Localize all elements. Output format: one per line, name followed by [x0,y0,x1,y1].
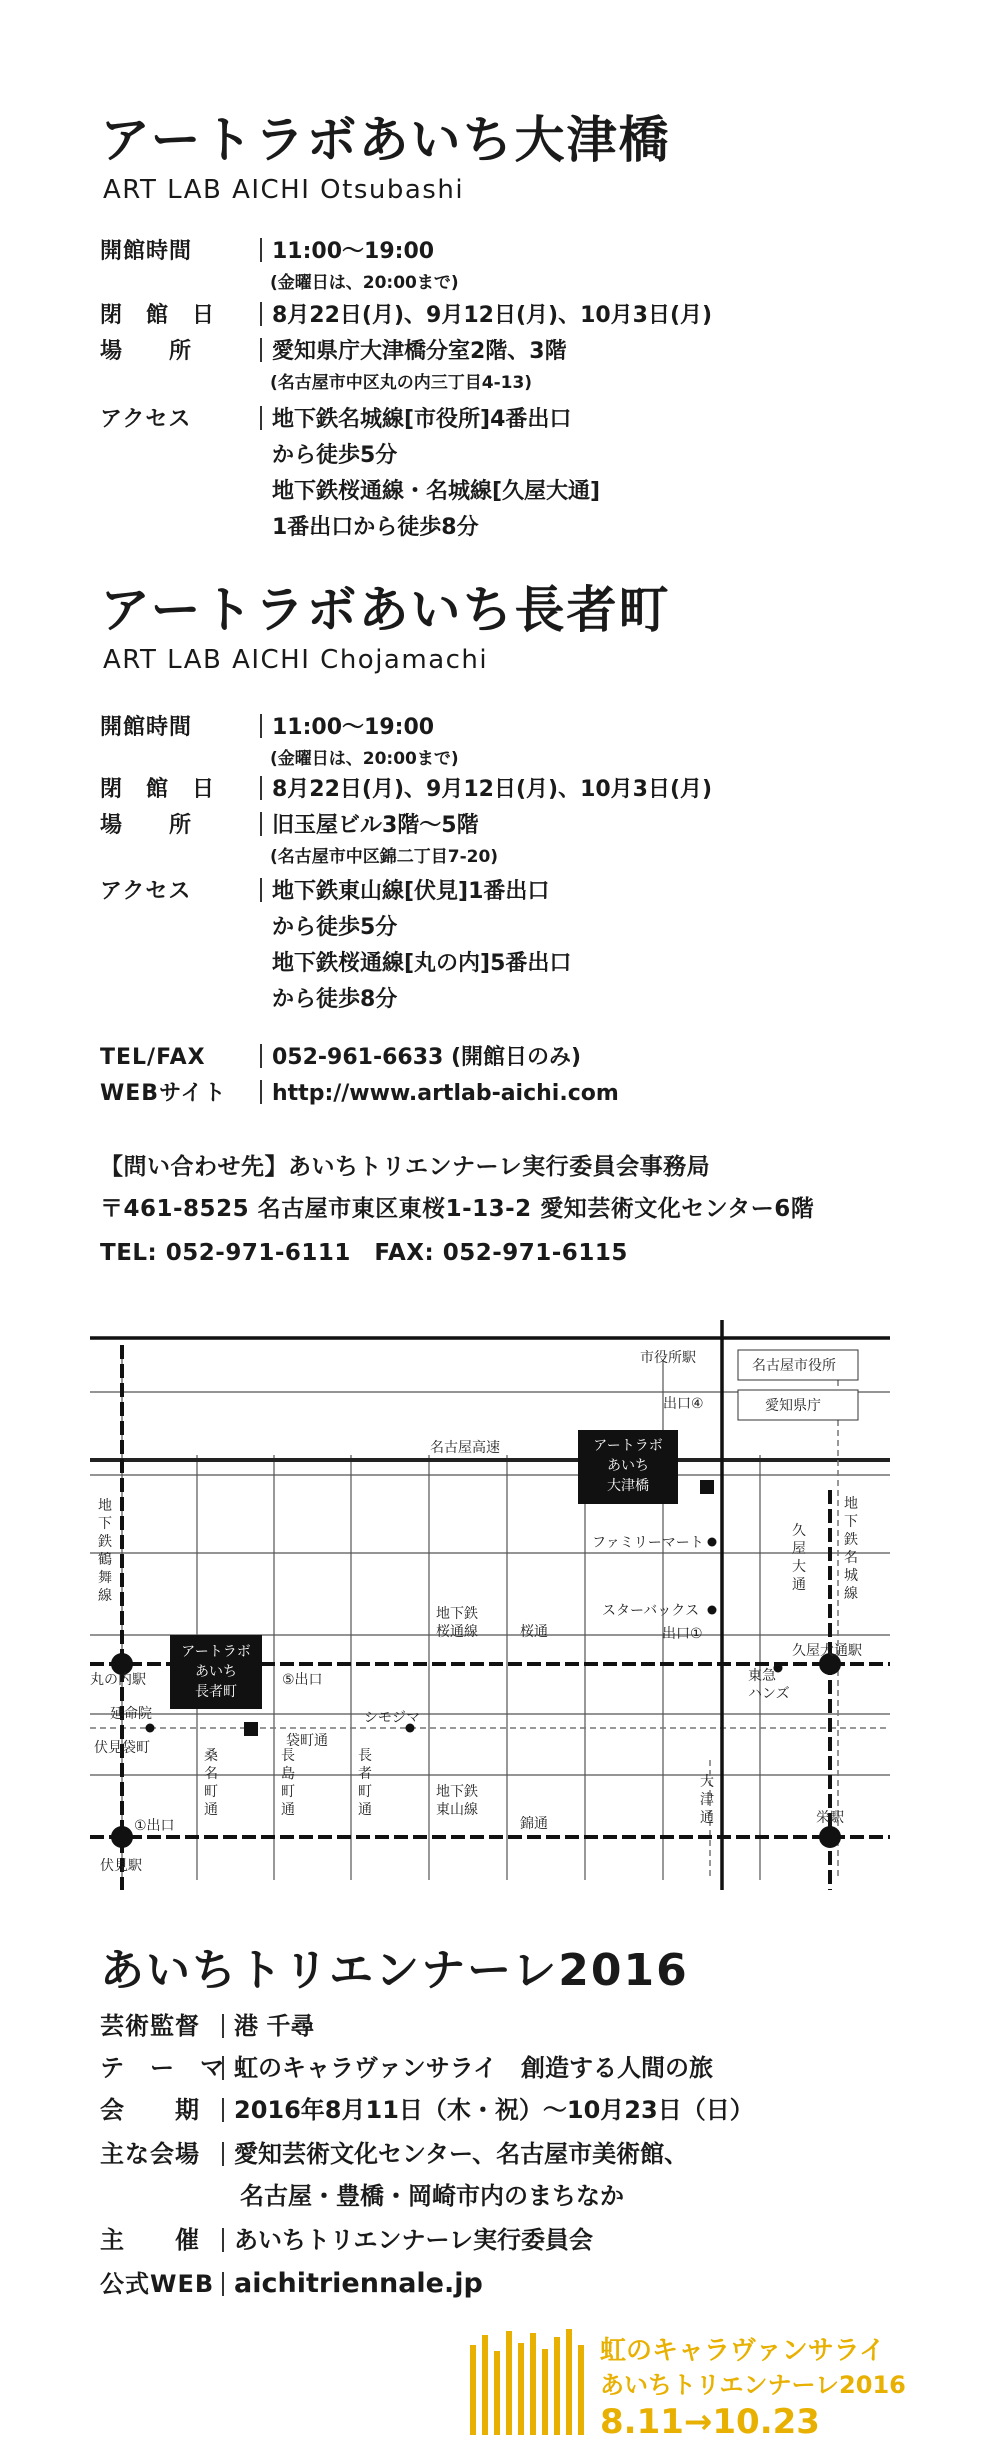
venue2-subtitle: ART LAB AICHI Chojamachi [103,645,489,675]
theme-value: 虹のキャラヴァンサライ 創造する人間の旅 [234,2054,714,2082]
venue2-access-line: から徒歩5分 [272,915,398,940]
period-value: 2016年8月11日（木・祝）〜10月23日（日） [234,2096,754,2124]
otsu-dori-label: 津 [700,1792,714,1808]
venue1-access-label: アクセス [100,407,192,432]
venue2-place: 旧玉屋ビル3階〜5階 [272,813,479,838]
venue2-hours-row [100,710,434,741]
organizer-row [100,2220,593,2255]
director-value: 港 千尋 [234,2012,315,2040]
sakuradori-line-label-2: 桜通線 [436,1624,478,1640]
venue2-closed-row [100,772,712,803]
contact-address: 〒461-8525 名古屋市東区東桜1-13-2 愛知芸術文化センター6階 [100,1196,815,1222]
rainbow-bars-icon [470,2329,584,2435]
web-label: WEBサイト [100,1081,227,1106]
exit4-label: 出口④ [663,1396,704,1412]
venue2-place-note: (名古屋市中区錦二丁目7-20) [270,847,499,867]
kuwana-dori-label: 名 [204,1766,218,1782]
director-label: 芸術監督 [100,2012,200,2040]
period-row [100,2090,754,2125]
hisaya-dori-label: 屋 [792,1541,806,1557]
shiyakusho-station-label: 市役所駅 [640,1350,696,1366]
venues-row [100,2134,688,2169]
meijo-line-label: 下 [844,1514,858,1530]
fukuromachi-dori-label: 袋町通 [286,1733,328,1749]
tel-value: 052-961-6633 (開館日のみ) [272,1045,582,1070]
theme-label: テ ー マ [100,2054,225,2082]
exit1-hisaya-label: 出口① [662,1626,703,1642]
meijo-line-label: 鉄 [844,1532,858,1548]
chojamachi-dori-label: 者 [358,1766,372,1782]
tokyu-hands-label-2: ハンズ [748,1686,790,1702]
venue1-place-note: (名古屋市中区丸の内三丁目4-13) [270,373,533,393]
logo-line3: 8.11→10.23 [600,2402,820,2442]
nishiki-dori-label: 錦通 [520,1816,548,1832]
nagashima-dori-label: 通 [281,1802,295,1818]
otsubashi-label-2: あいち [607,1458,649,1474]
official-web-label: 公式WEB [100,2270,215,2298]
nagashima-dori-label: 町 [281,1784,295,1800]
venue1-hours-row [100,234,434,265]
tokyu-hands-label-1: 東急 [748,1668,776,1684]
tsurumai-line-label: 鉄 [98,1534,112,1550]
chojamachi-label-1: アートラボ [181,1644,251,1660]
web-link[interactable]: http://www.artlab-aichi.com [272,1081,619,1106]
otsubashi-label-1: アートラボ [593,1438,663,1454]
venue2-access-line: 地下鉄桜通線[丸の内]5番出口 [272,951,572,976]
venue2-access-row [100,874,549,905]
chojamachi-label-3: 長者町 [195,1684,237,1700]
kuwana-dori-label: 桑 [204,1748,218,1764]
official-web-row [100,2264,483,2299]
higashiyama-line-label-2: 東山線 [436,1802,478,1818]
theme-row [100,2048,713,2083]
kuwana-dori-label: 町 [204,1784,218,1800]
venue2-title: アートラボあいち長者町 [100,581,671,639]
web-row [100,1076,619,1107]
otsubashi-label-3: 大津橋 [607,1478,649,1494]
triennale-logo [470,2325,940,2445]
venue1-hours-label: 開館時間 [100,239,193,264]
organizer-value: あいちトリエンナーレ実行委員会 [234,2226,594,2254]
logo-line2: あいちトリエンナーレ2016 [600,2371,906,2399]
venue2-hours: 11:00〜19:00 [272,715,435,740]
expressway-label: 名古屋高速 [430,1440,500,1456]
sakuradori-line-label-1: 地下鉄 [436,1606,478,1622]
tel-label: TEL/FAX [100,1045,206,1070]
fushimi-station-label: 伏見駅 [100,1858,142,1874]
director-row [100,2006,314,2041]
venue1-closed: 8月22日(月)、9月12日(月)、10月3日(月) [272,303,713,328]
access-map [0,1290,1000,1910]
hisaya-station-label: 久屋大通駅 [792,1643,862,1659]
nagashima-dori-label: 島 [281,1766,295,1782]
organizer-label: 主 催 [100,2226,200,2254]
fushimi-station-marker [111,1826,133,1848]
venues-value-line2: 名古屋・豊橋・岡崎市内のまちなか [240,2182,624,2210]
venue1-place-row [100,334,567,365]
tsurumai-line-label: 下 [98,1516,112,1532]
venue2-hours-note: (金曜日は、20:00まで) [270,749,459,769]
enmeiin-label: 延命院 [110,1706,152,1722]
marunouchi-station-label: 丸の内駅 [90,1672,146,1688]
venue1-closed-row [100,298,712,329]
venue1-place-label: 場 所 [100,339,193,364]
meijo-line-label: 名 [844,1550,858,1566]
chojamachi-dori-label: 町 [358,1784,372,1800]
venue1-access-line: 地下鉄桜通線・名城線[久屋大通] [272,479,601,504]
tsurumai-line-label: 舞 [98,1570,112,1586]
venue1-access-line: 1番出口から徒歩8分 [272,515,479,540]
meijo-line-label: 線 [844,1586,858,1602]
venue2-hours-label: 開館時間 [100,715,193,740]
exit1-fushimi-label: ①出口 [134,1818,175,1834]
pref-office-label: 愛知県庁 [765,1398,821,1414]
venue1-closed-label: 閉 館 日 [100,303,216,328]
hisaya-dori-label: 通 [792,1577,806,1593]
triennale-title: あいちトリエンナーレ2016 [100,1945,689,1996]
venue1-subtitle: ART LAB AICHI Otsubashi [103,175,465,205]
nagashima-dori-label: 長 [281,1748,295,1764]
period-label: 会 期 [100,2096,200,2124]
venue1-hours: 11:00〜19:00 [272,239,435,264]
tsurumai-line-label: 地 [98,1498,112,1514]
tsurumai-line-label: 鶴 [98,1552,112,1568]
venue1-access-line: から徒歩5分 [272,443,398,468]
venue2-access-label: アクセス [100,879,192,904]
chojamachi-label-2: あいち [195,1664,237,1680]
tel-row [100,1040,581,1071]
hisaya-dori-label: 大 [792,1559,806,1575]
otsu-dori-label: 大 [700,1774,714,1790]
familymart-label: ファミリーマート [592,1535,704,1551]
chojamachi-dori-label: 長 [358,1748,372,1764]
chojamachi-dori-label: 通 [358,1802,372,1818]
tsurumai-line-label: 線 [98,1588,112,1604]
venue2-place-label: 場 所 [100,813,193,838]
venue2-closed-label: 閉 館 日 [100,777,216,802]
venue1-hours-note: (金曜日は、20:00まで) [270,273,459,293]
venue2-place-row [100,808,479,839]
shimojima-label: シモジマ [364,1710,420,1726]
venue1-title: アートラボあいち大津橋 [100,111,671,169]
otsu-dori-label: 通 [700,1810,714,1826]
fushimi-fukuromachi-label: 伏見袋町 [94,1740,150,1756]
kuwana-dori-label: 通 [204,1802,218,1818]
venues-value: 愛知芸術文化センター、名古屋市美術館、 [234,2140,689,2168]
venue1-access-line: 地下鉄名城線[市役所]4番出口 [272,407,572,432]
higashiyama-line-label-1: 地下鉄 [436,1784,478,1800]
venues-label: 主な会場 [100,2140,200,2168]
contact-phone: TEL: 052-971-6111 FAX: 052-971-6115 [100,1240,628,1266]
meijo-line-label: 城 [844,1568,858,1584]
official-web-link[interactable]: aichitriennale.jp [234,2268,483,2299]
sakae-station-marker [819,1826,841,1848]
venue2-access-line: 地下鉄東山線[伏見]1番出口 [272,879,550,904]
logo-line1: 虹のキャラヴァンサライ [600,2336,885,2366]
venue2-access-line: から徒歩8分 [272,987,398,1012]
starbucks-label: スターバックス [602,1603,700,1619]
meijo-line-label: 地 [844,1496,858,1512]
contact-heading: 【問い合わせ先】あいちトリエンナーレ実行委員会事務局 [100,1154,711,1180]
city-hall-label: 名古屋市役所 [752,1358,836,1374]
venue1-place: 愛知県庁大津橋分室2階、3階 [272,339,567,364]
venue1-access-row [100,402,571,433]
otsubashi-marker [700,1480,714,1494]
sakuradori-label: 桜通 [520,1624,548,1640]
exit5-label: ⑤出口 [282,1672,323,1688]
sakae-station-label: 栄駅 [816,1810,844,1826]
venue2-closed: 8月22日(月)、9月12日(月)、10月3日(月) [272,777,713,802]
hisaya-dori-label: 久 [792,1523,806,1539]
chojamachi-marker [244,1722,258,1736]
